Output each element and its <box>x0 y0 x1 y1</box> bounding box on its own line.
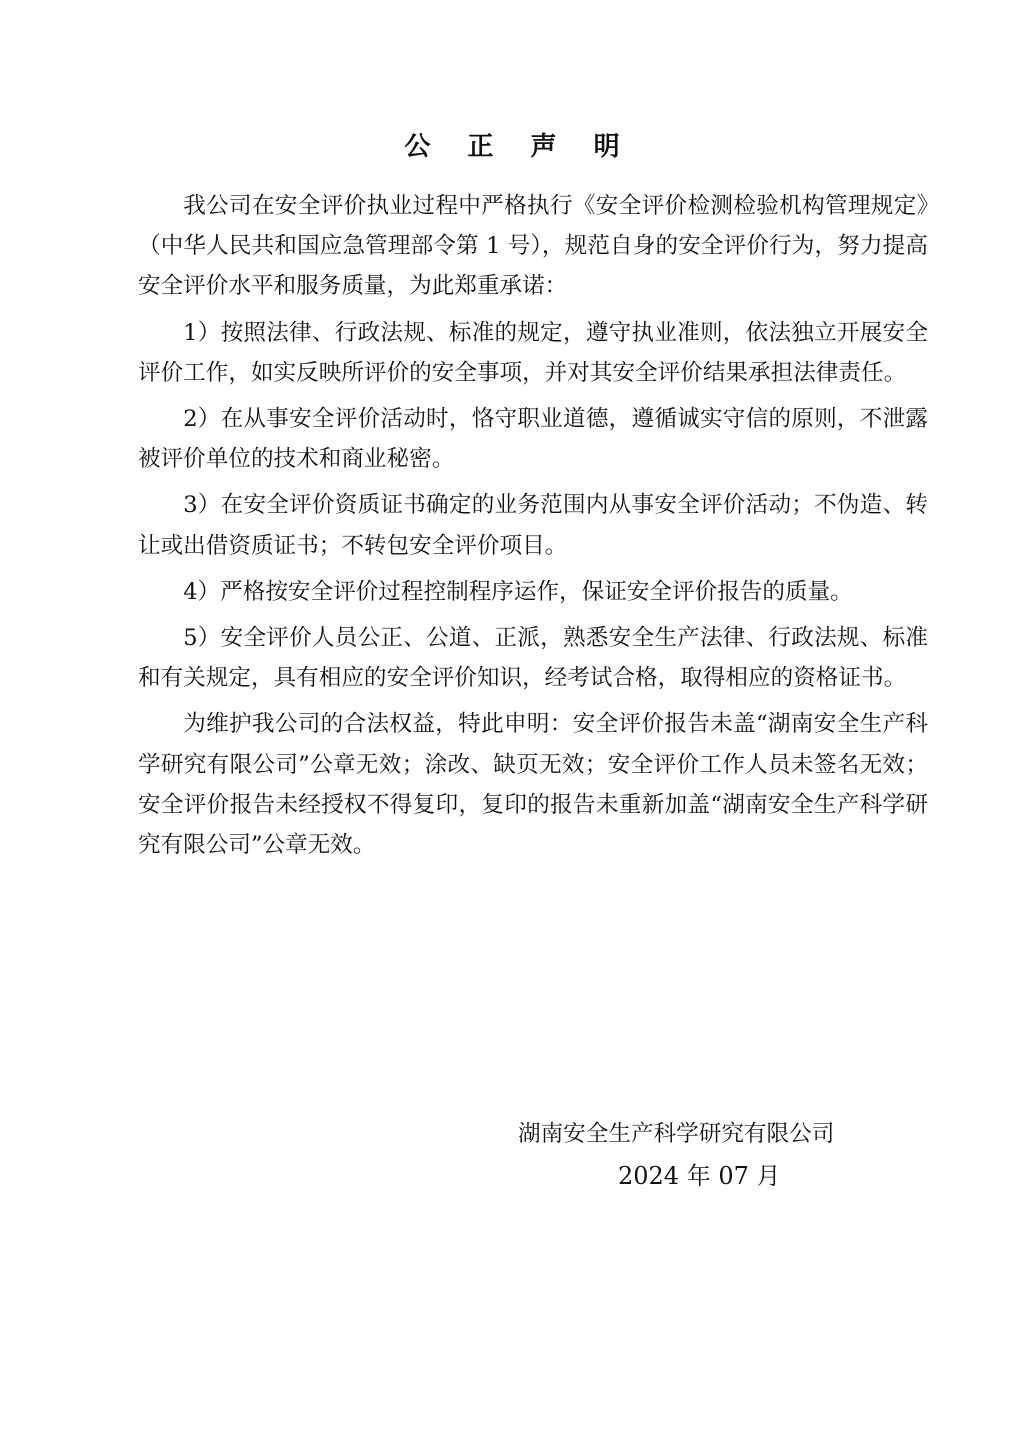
commitment-paragraph-5: 5）安全评价人员公正、公道、正派，熟悉安全生产法律、行政法规、标准和有关规定，具有相应的安全评价知识，经考试合格，取得相应的资格证书。 <box>138 625 928 692</box>
document-body <box>138 186 928 871</box>
declaration-paragraph: 为维护我公司的合法权益，特此申明：安全评价报告未盖“湖南安全生产科学研究有限公司”公章无效；涂改、缺页无效；安全评价工作人员未签名无效；安全评价报告未经授权不得复印，复印的报告未重新加盖“湖南安全生产科学研究有限公司”公章无效。 <box>138 711 928 859</box>
commitment-paragraph-4: 4）严格按安全评价过程控制程序运作，保证安全评价报告的质量。 <box>183 578 853 605</box>
commitment-paragraph-2: 2）在从事安全评价活动时，恪守职业道德，遵循诚实守信的原则，不泄露被评价单位的技术和商业秘密。 <box>138 406 928 473</box>
signature-date: 2024 年 07 月 <box>618 1162 781 1190</box>
signature-company: 湖南安全生产科学研究有限公司 <box>518 1121 835 1147</box>
commitment-paragraph-3: 3）在安全评价资质证书确定的业务范围内从事安全评价活动；不伪造、转让或出借资质证书；不转包安全评价项目。 <box>138 492 928 559</box>
intro-paragraph: 我公司在安全评价执业过程中严格执行《安全评价检测检验机构管理规定》（中华人民共和国应急管理部令第 1 号），规范自身的安全评价行为，努力提高安全评价水平和服务质量，为此郑重承诺： <box>138 193 928 300</box>
commitment-paragraph-1: 1）按照法律、行政法规、标准的规定，遵守执业准则，依法独立开展安全评价工作，如实反映所评价的安全事项，并对其安全评价结果承担法律责任。 <box>138 319 928 386</box>
document-title: 公 正 声 明 <box>404 132 634 162</box>
